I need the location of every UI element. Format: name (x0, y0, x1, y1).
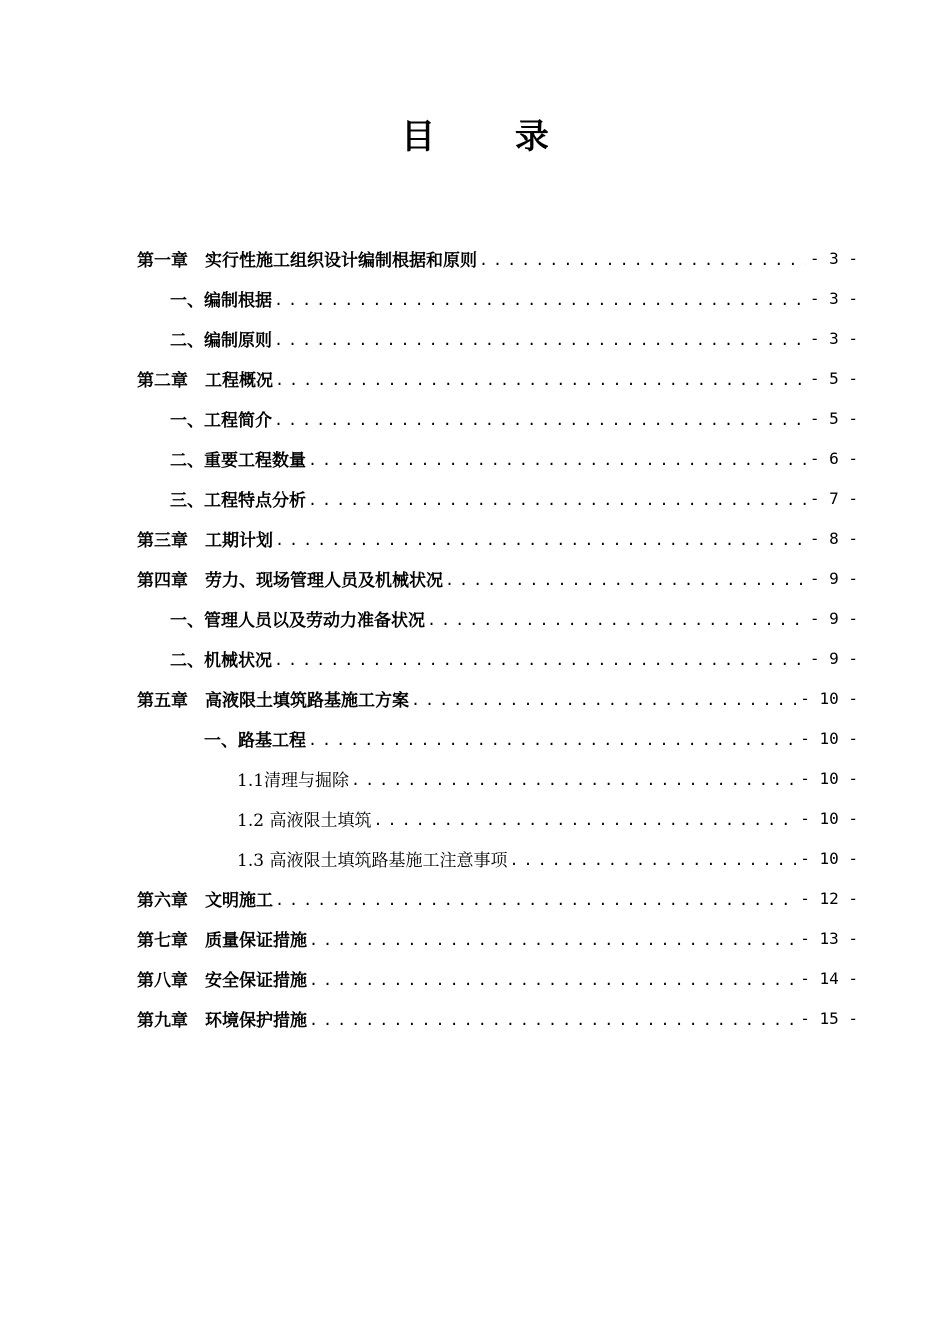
toc-page-number: - 10 - (800, 728, 858, 748)
toc-dot-leader (274, 651, 806, 669)
toc-entry-label: 第九章 环境保护措施 (137, 1010, 307, 1031)
toc-page-number: - 13 - (800, 928, 858, 948)
toc-entry[interactable] (0, 918, 950, 958)
toc-entry[interactable] (0, 238, 950, 278)
toc-page-number: - 7 - (809, 488, 858, 508)
toc-entry-label: 二、机械状况 (170, 650, 272, 671)
toc-page-number: - 3 - (809, 328, 858, 348)
toc-entry-label: 第一章 实行性施工组织设计编制根据和原则 (137, 250, 477, 271)
toc-page-number: - 3 - (809, 288, 858, 308)
toc-entry[interactable] (0, 518, 950, 558)
toc-entry[interactable] (0, 758, 950, 798)
toc-page-number: - 5 - (809, 368, 858, 388)
toc-entry-label: 一、路基工程 (204, 730, 306, 751)
toc-dot-leader (509, 851, 796, 869)
toc-entry[interactable] (0, 878, 950, 918)
toc-entry-label: 第六章 文明施工 (137, 890, 273, 911)
toc-page-number: - 10 - (800, 768, 858, 788)
toc-page-number: - 9 - (809, 648, 858, 668)
toc-page-number: - 10 - (800, 848, 858, 868)
toc-page-number: - 15 - (800, 1008, 858, 1028)
toc-entry-label: 第五章 高液限土填筑路基施工方案 (137, 690, 409, 711)
toc-entry[interactable] (0, 558, 950, 598)
toc-page-number: - 9 - (809, 608, 858, 628)
toc-page-number: - 9 - (809, 568, 858, 588)
toc-entry-label: 一、编制根据 (170, 290, 272, 311)
toc-entry-label: 第三章 工期计划 (137, 530, 273, 551)
toc-dot-leader (275, 371, 806, 389)
toc-entry[interactable] (0, 998, 950, 1038)
toc-entry-label: 三、工程特点分析 (170, 490, 306, 511)
toc-entry-label: 1.3 高液限土填筑路基施工注意事项 (237, 850, 508, 871)
toc-entry-label: 1.2 高液限土填筑 (237, 810, 372, 831)
toc-entry-label: 第四章 劳力、现场管理人员及机械状况 (137, 570, 443, 591)
toc-entry-label: 1.1清理与掘除 (237, 770, 350, 791)
toc-page-number: - 6 - (809, 448, 858, 468)
toc-dot-leader (427, 611, 806, 629)
toc-entry[interactable] (0, 478, 950, 518)
toc-page-number: - 3 - (809, 248, 858, 268)
toc-entry-label: 二、重要工程数量 (170, 450, 306, 471)
toc-page-number: - 5 - (809, 408, 858, 428)
toc-entry[interactable] (0, 318, 950, 358)
toc-dot-leader (308, 451, 806, 469)
toc-entry-label: 一、管理人员以及劳动力准备状况 (170, 610, 425, 631)
toc-list (0, 238, 950, 1038)
toc-dot-leader (309, 931, 796, 949)
toc-entry[interactable] (0, 598, 950, 638)
toc-entry-label: 一、工程简介 (170, 410, 272, 431)
toc-entry[interactable] (0, 638, 950, 678)
toc-dot-leader (274, 411, 806, 429)
toc-dot-leader (309, 1011, 796, 1029)
toc-dot-leader (274, 291, 806, 309)
toc-entry[interactable] (0, 278, 950, 318)
toc-title: 目 录 (401, 117, 583, 157)
toc-dot-leader (373, 811, 796, 829)
toc-page-number: - 10 - (800, 688, 858, 708)
toc-page-number: - 14 - (800, 968, 858, 988)
toc-entry[interactable] (0, 358, 950, 398)
toc-entry[interactable] (0, 798, 950, 838)
toc-entry-label: 第八章 安全保证措施 (137, 970, 307, 991)
toc-page-number: - 12 - (800, 888, 858, 908)
toc-entry[interactable] (0, 398, 950, 438)
toc-entry[interactable] (0, 958, 950, 998)
toc-dot-leader (308, 491, 806, 509)
toc-entry-label: 第二章 工程概况 (137, 370, 273, 391)
toc-dot-leader (411, 691, 796, 709)
toc-dot-leader (274, 331, 806, 349)
toc-entry-label: 二、编制原则 (170, 330, 272, 351)
toc-entry[interactable] (0, 838, 950, 878)
toc-page-number: - 8 - (809, 528, 858, 548)
toc-entry[interactable] (0, 438, 950, 478)
toc-entry[interactable] (0, 678, 950, 718)
toc-dot-leader (309, 971, 796, 989)
toc-dot-leader (351, 771, 796, 789)
toc-dot-leader (275, 531, 806, 549)
toc-page-number: - 10 - (800, 808, 858, 828)
toc-entry-label: 第七章 质量保证措施 (137, 930, 307, 951)
toc-dot-leader (445, 571, 806, 589)
toc-dot-leader (479, 251, 806, 269)
toc-entry[interactable] (0, 718, 950, 758)
toc-dot-leader (275, 891, 796, 909)
toc-dot-leader (308, 731, 796, 749)
